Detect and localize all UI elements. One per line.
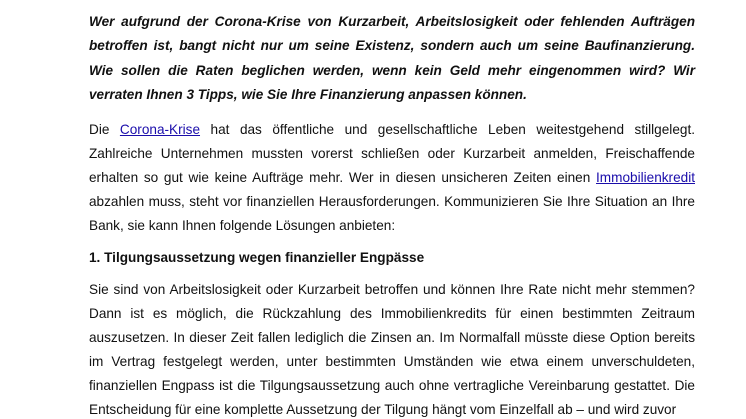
intro-text-1: Die xyxy=(89,121,120,137)
section-1-paragraph: Sie sind von Arbeitslosigkeit oder Kurzarbeit betroffen und können Ihre Rate nicht mehr stemmen? Dann ist es möglich, die Rückzahlung des Immobilienkredits für einen bestimmten Zeitraum auszusetzen. In dieser Zeit fallen lediglich die Zinsen an. Im Normalfall müsste diese Option bereits im Vertrag festgelegt werden, unter bestimmten Umständen wie etwa einem unverschuldeten, finanziellen Engpass ist die Tilgungsaussetzung auch ohne vertragliche Vereinbarung gestattet. Die Entscheidung für eine komplette Aussetzung der Tilgung hängt vom Einzelfall ab – und wird zuvor xyxy=(89,281,695,417)
section-1-heading: 1. Tilgungsaussetzung wegen finanzieller Engpässe xyxy=(89,249,425,265)
corona-krise-link[interactable]: Corona-Krise xyxy=(119,121,201,137)
intro-paragraph xyxy=(89,118,695,238)
intro-text-2: hat das öffentliche und gesellschaftliche Leben weitestgehend stillgelegt. Zahlreiche Unternehmen mussten vorerst schließen oder Kurzarbeit anmelden, Freischaffende erhalten so gut wie keine Aufträge mehr. Wer in diesen unsicheren Zeiten einen xyxy=(89,121,695,185)
article-lead: Wer aufgrund der Corona-Krise von Kurzarbeit, Arbeitslosigkeit oder fehlenden Aufträgen betroffen ist, bangt nicht nur um seine Existenz, sondern auch um seine Baufinanzierung. Wie sollen die Raten beglichen werden, wenn kein Geld mehr eingenommen wird? Wir verraten Ihnen 3 Tipps, wie Sie Ihre Finanzierung anpassen können. xyxy=(89,14,695,103)
immobilienkredit-link[interactable]: Immobilienkredit xyxy=(596,169,695,185)
article-content xyxy=(89,10,695,419)
intro-text-3: abzahlen muss, steht vor finanziellen Herausforderungen. Kommunizieren Sie Ihre Situation an Ihre Bank, sie kann Ihnen folgende Lösungen anbieten: xyxy=(89,193,695,233)
